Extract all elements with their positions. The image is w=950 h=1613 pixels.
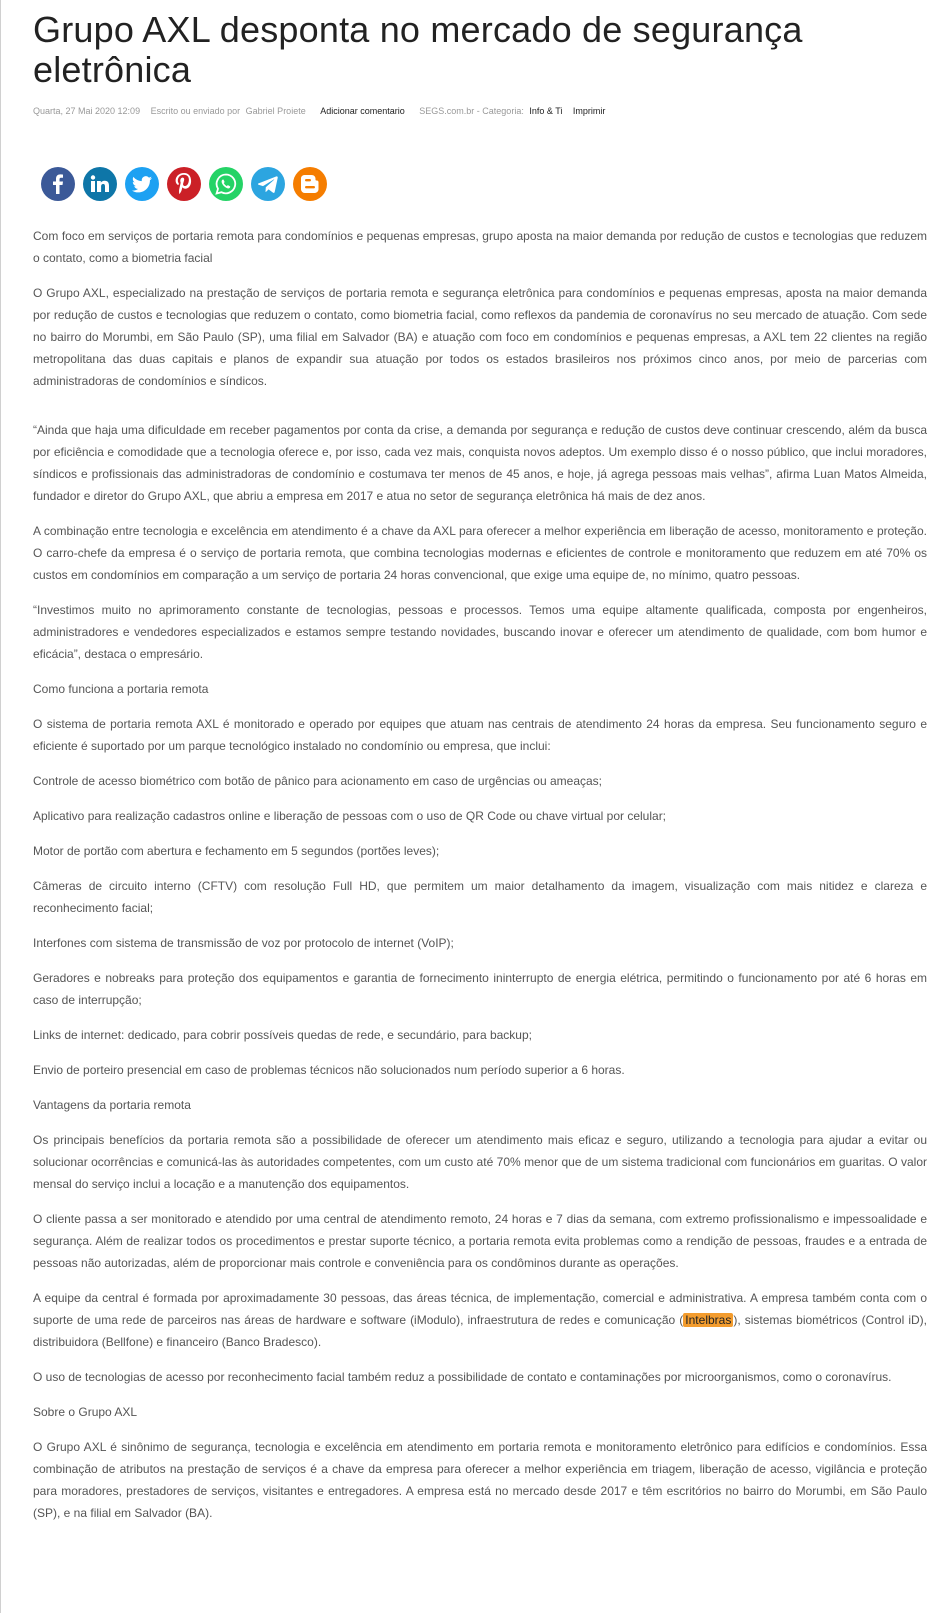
list-item: Interfones com sistema de transmissão de voz por protocolo de internet (VoIP); <box>33 936 454 950</box>
linkedin-share-button[interactable] <box>83 167 117 201</box>
section-heading-about: Sobre o Grupo AXL <box>33 1405 138 1419</box>
share-bar <box>41 167 927 203</box>
pinterest-icon <box>175 173 193 195</box>
publish-date: Quarta, 27 Mai 2020 12:09 <box>33 106 141 116</box>
blogger-icon <box>301 175 319 193</box>
telegram-share-button[interactable] <box>251 167 285 201</box>
article-title: Grupo AXL desponta no mercado de segurança eletrônica <box>33 9 803 90</box>
paragraph-quote: “Investimos muito no aprimoramento constante de tecnologias, pessoas e processos. Temos uma equipe altamente qualificada, composta por engenheiros, administradores e vendedores especializados e estamos sempre testando novidades, buscando inovar e oferecer um atendimento de qualidade, com bom humor e eficácia”, destaca o empresário. <box>33 603 927 661</box>
list-item: Motor de portão com abertura e fechamento em 5 segundos (portões leves); <box>33 844 440 858</box>
paragraph: O cliente passa a ser monitorado e atendido por uma central de atendimento remoto, 24 horas e 7 dias da semana, com extremo profissionalismo e impessoalidade e segurança. Além de realizar todos os procedimentos e prestar suporte técnico, a portaria remota evita problemas como a rendição de pessoas, fraudes e a entrada de pessoas não autorizadas, além de proporcionar mais controle e conveniência para os condôminos durante as operações. <box>33 1212 927 1270</box>
section-heading-how-it-works: Como funciona a portaria remota <box>33 682 209 696</box>
add-comment-link[interactable]: Adicionar comentario <box>320 106 405 116</box>
paragraph: O Grupo AXL é sinônimo de segurança, tecnologia e excelência em atendimento em portaria remota e monitoramento eletrônico para edifícios e condomínios. Essa combinação de atributos na prestação de serviços é a chave da empresa para oferecer a melhor experiência em triagem, liberação de acesso, vigilância e proteção para moradores, prestadores de serviços, visitantes e entregadores. A empresa está no mercado desde 2017 e têm escritórios no bairro do Morumbi, em São Paulo (SP), e na filial em Salvador (BA). <box>33 1440 927 1520</box>
paragraph: O sistema de portaria remota AXL é monitorado e operado por equipes que atuam nas centrais de atendimento 24 horas da empresa. Seu funcionamento seguro e eficiente é suportado por um parque tecnológico instalado no condomínio ou empresa, que inclui: <box>33 717 927 753</box>
text-span: ), sistemas biométricos (Control iD), distribuidora (Bellfone) e financeiro (Banco Bradesco). <box>33 1313 927 1349</box>
paragraph: Os principais benefícios da portaria remota são a possibilidade de oferecer um atendimento mais eficaz e seguro, utilizando a tecnologia para ajudar a evitar ou solucionar ocorrências e comunicá-las às autoridades competentes, com um custo até 70% menor que de um sistema tradicional com funcionários em guaritas. O valor mensal do serviço inclui a locação e a manutenção dos equipamentos. <box>33 1133 927 1191</box>
twitter-share-button[interactable] <box>125 167 159 201</box>
page-border <box>0 0 1 1613</box>
section-heading-advantages: Vantagens da portaria remota <box>33 1098 191 1112</box>
highlighted-keyword: Intelbras <box>685 1313 732 1327</box>
paragraph-lead: Com foco em serviços de portaria remota para condomínios e pequenas empresas, grupo aposta na maior demanda por redução de custos e tecnologias que reduzem o contato, como a biometria facial <box>33 229 927 265</box>
pinterest-share-button[interactable] <box>167 167 201 201</box>
paragraph-quote: “Ainda que haja uma dificuldade em receber pagamentos por conta da crise, a demanda por segurança e redução de custos deve continuar crescendo, além da busca por eficiência e comodidade que a tecnologia oferece e, por isso, cada vez mais, conquista novos adeptos. Um exemplo disso é o nosso público, que inclui moradores, síndicos e profissionais das administradoras de condomínio e costumava ter menos de 45 anos, e hoje, já agrega pessoas mais velhas”, afirma Luan Matos Almeida, fundador e diretor do Grupo AXL, que abriu a empresa em 2017 e atua no setor de segurança eletrônica há mais de dez anos. <box>33 423 927 503</box>
author-prefix: Escrito ou enviado por <box>150 106 241 116</box>
print-link[interactable]: Imprimir <box>572 106 606 116</box>
whatsapp-icon <box>215 173 237 195</box>
text-span: A equipe da central é formada por aproximadamente 30 pessoas, das áreas técnica, de implementação, comercial e administrativa. A empresa também conta com o suporte de uma rede de parceiros nas áreas de hardware e software (iModulo), infraestrutura de redes e comunicação ( <box>33 1291 927 1327</box>
category-link[interactable]: Info & Ti <box>529 106 563 116</box>
article-meta <box>33 106 927 118</box>
paragraph: O uso de tecnologias de acesso por reconhecimento facial também reduz a possibilidade de contato e contaminações por microorganismos, como o coronavírus. <box>33 1370 892 1384</box>
list-item: Aplicativo para realização cadastros online e liberação de pessoas com o uso de QR Code ou chave virtual por celular; <box>33 809 667 823</box>
linkedin-icon <box>90 175 110 193</box>
list-item: Câmeras de circuito interno (CFTV) com resolução Full HD, que permitem um maior detalhamento da imagem, visualização com mais nitidez e clareza e reconhecimento facial; <box>33 879 927 915</box>
list-item: Geradores e nobreaks para proteção dos equipamentos e garantia de fornecimento ininterrupto de energia elétrica, permitindo o funcionamento por até 6 horas em caso de interrupção; <box>33 971 927 1007</box>
list-item: Envio de porteiro presencial em caso de problemas técnicos não solucionados num período superior a 6 horas. <box>33 1063 625 1077</box>
telegram-icon <box>258 175 278 193</box>
article-body <box>33 225 927 1524</box>
list-item: Controle de acesso biométrico com botão de pânico para acionamento em caso de urgências ou ameaças; <box>33 774 602 788</box>
facebook-share-button[interactable] <box>41 167 75 201</box>
twitter-icon <box>132 176 152 193</box>
whatsapp-share-button[interactable] <box>209 167 243 201</box>
list-item: Links de internet: dedicado, para cobrir possíveis quedas de rede, e secundário, para backup; <box>33 1028 532 1042</box>
blogger-share-button[interactable] <box>293 167 327 201</box>
source-category-label: SEGS.com.br - Categoria: <box>419 106 524 116</box>
author-name: Gabriel Proiete <box>245 106 306 116</box>
paragraph-partners <box>33 1287 927 1353</box>
facebook-icon <box>49 174 67 194</box>
paragraph: A combinação entre tecnologia e excelência em atendimento é a chave da AXL para oferecer a melhor experiência em liberação de acesso, monitoramento e proteção. O carro-chefe da empresa é o serviço de portaria remota, que combina tecnologias modernas e eficientes de controle e monitoramento que reduzem em até 70% os custos em condomínios em comparação a um serviço de portaria 24 horas convencional, que exige uma equipe de, no mínimo, quatro pessoas. <box>33 524 927 582</box>
article <box>33 0 927 1537</box>
paragraph: O Grupo AXL, especializado na prestação de serviços de portaria remota e segurança eletrônica para condomínios e pequenas empresas, aposta na maior demanda por redução de custos e tecnologias que reduzem o contato, como biometria facial, como reflexos da pandemia de coronavírus no seu mercado de atuação. Com sede no bairro do Morumbi, em São Paulo (SP), uma filial em Salvador (BA) e atuação com foco em condomínios e pequenas empresas, a AXL tem 22 clientes na região metropolitana das duas capitais e planos de expandir sua atuação por todos os estados brasileiros nos próximos cinco anos, por meio de parcerias com administradoras de condomínios e síndicos. <box>33 286 927 388</box>
